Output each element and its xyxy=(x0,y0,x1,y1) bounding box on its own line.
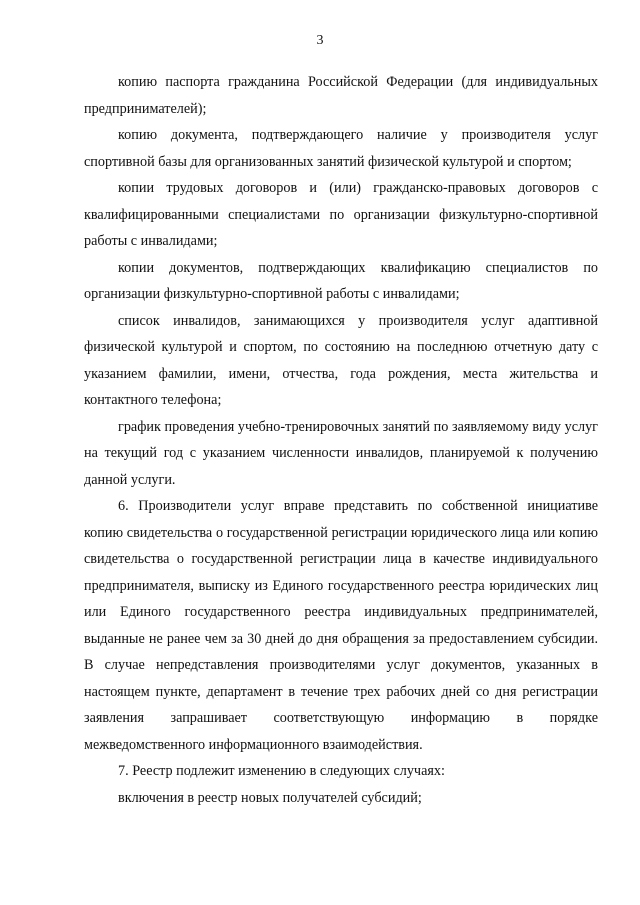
paragraph-qualification-documents: копии документов, подтверждающих квалификацию специалистов по организации физкультурно-спортивной работы с инвалидами; xyxy=(84,259,598,302)
paragraph-list-of-disabled: список инвалидов, занимающихся у производителя услуг адаптивной физической культурой и спортом, по состоянию на последнюю отчетную дату с указанием фамилии, имени, отчества, года рождения, места жительства и контактного телефона; xyxy=(84,312,598,408)
paragraph-section-6: 6. Производители услуг вправе представить по собственной инициативе копию свидетельства о государственной регистрации юридического лица или копию свидетельства о государственной регистрации лица в качестве индивидуального предпринимателя, выписку из Единого государственного реестра юридических лиц или Единого государственного реестра индивидуальных предпринимателей, выданные не ранее чем за 30 дней до дня обращения за предоставлением субсидии. В случае непредставления производителями услуг документов, указанных в настоящем пункте, департамент в течение трех рабочих дней со дня регистрации заявления запрашивает соответствующую информацию в порядке межведомственного информационного взаимодействия. xyxy=(84,498,598,753)
paragraph-sports-base-document: копию документа, подтверждающего наличие у производителя услуг спортивной базы для организованных занятий физической культурой и спортом; xyxy=(84,127,598,170)
paragraph-new-recipients: включения в реестр новых получателей субсидий; xyxy=(118,789,422,806)
paragraph-employment-contracts: копии трудовых договоров и (или) гражданско-правовых договоров с квалифицированными специалистами по организации физкультурно-спортивной работы с инвалидами; xyxy=(84,180,598,249)
paragraph-passport-copy: копию паспорта гражданина Российской Федерации (для индивидуальных предпринимателей); xyxy=(84,74,598,117)
paragraph-training-schedule: график проведения учебно-тренировочных занятий по заявляемому виду услуг на текущий год с указанием численности инвалидов, планируемой к получению данной услуги. xyxy=(84,418,598,488)
paragraph-section-7: 7. Реестр подлежит изменению в следующих случаях: xyxy=(118,763,445,779)
document-body xyxy=(84,69,598,811)
page-number: 3 xyxy=(316,33,324,48)
